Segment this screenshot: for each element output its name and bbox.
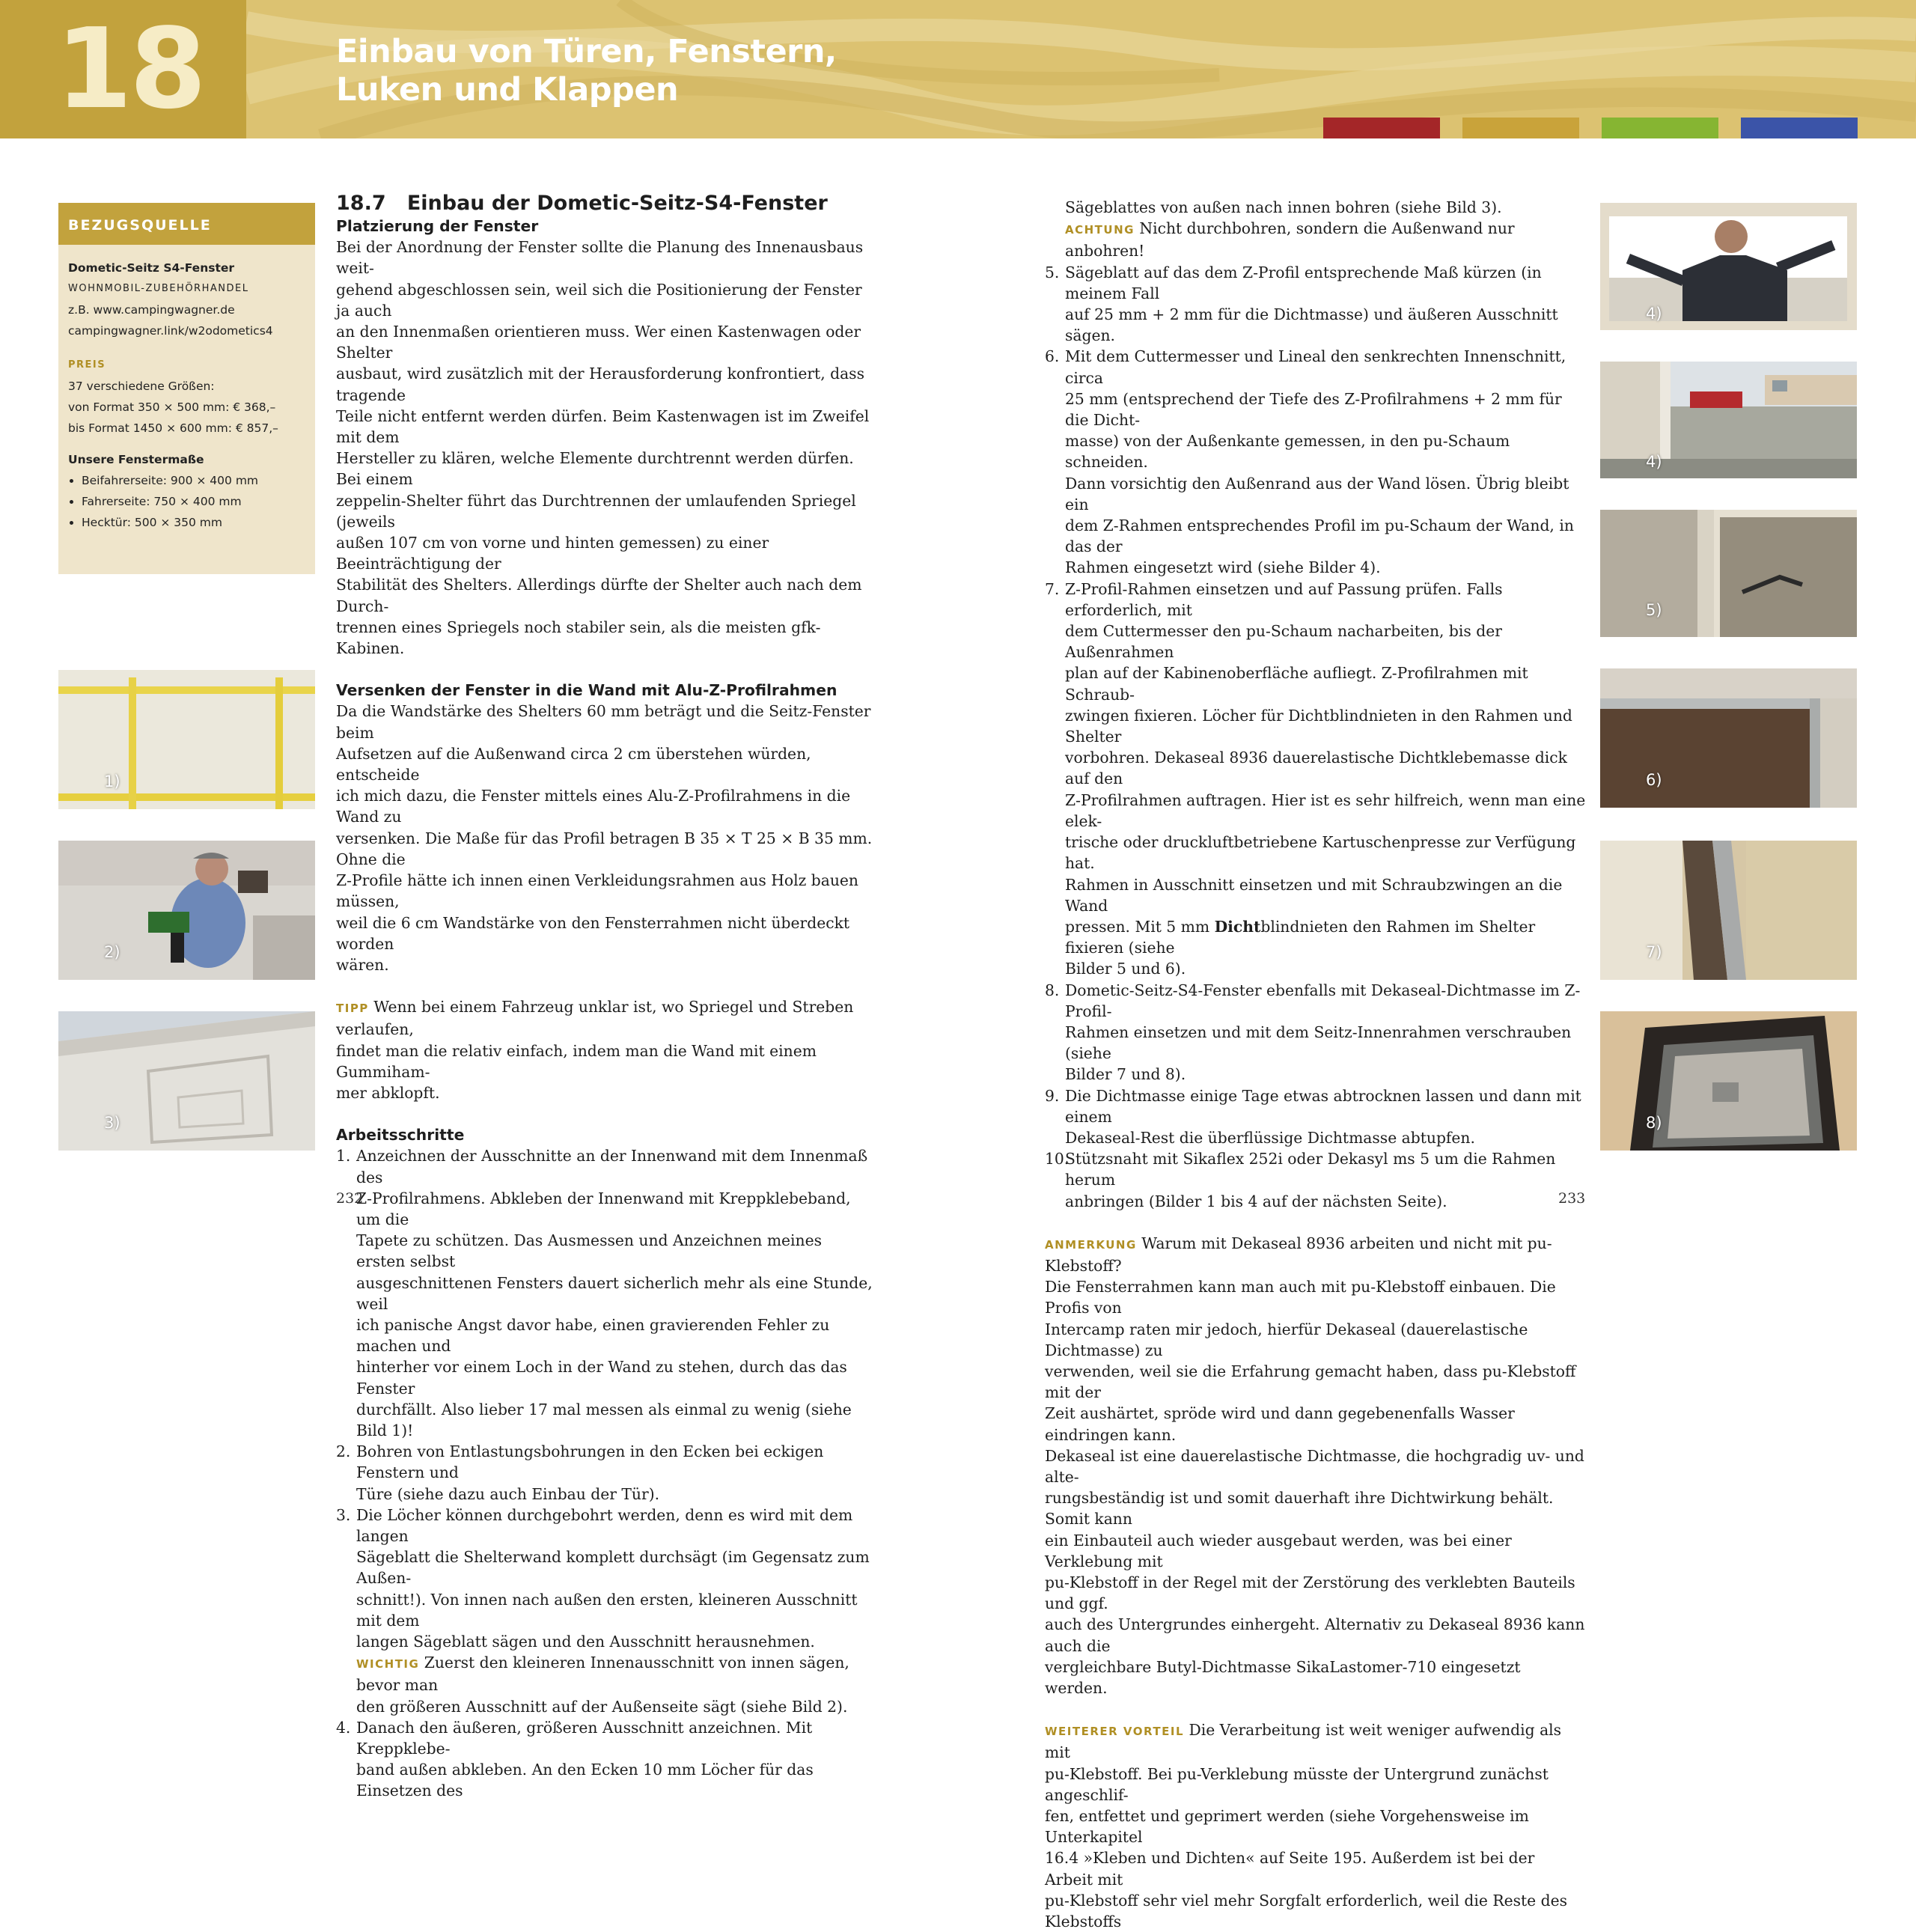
text-line: dem Z-Rahmen entsprechendes Profil im pu-Schaum der Wand, in das der bbox=[1065, 516, 1574, 556]
subheading: Arbeitsschritte bbox=[336, 1126, 465, 1145]
product-name: Dometic-Seitz S4-Fenster bbox=[68, 261, 235, 275]
step-number: 2. bbox=[336, 1442, 351, 1461]
text-line: Rahmen einsetzen und mit dem Seitz-Innenrahmen verschrauben (siehe bbox=[1065, 1023, 1572, 1063]
text-line: Die Dichtmasse einige Tage etwas abtrocknen lassen und dann mit einem bbox=[1065, 1086, 1581, 1126]
photo-outer-wall bbox=[58, 1011, 315, 1151]
subheading: Platzierung der Fenster bbox=[336, 217, 539, 235]
list-item: • Beifahrerseite: 900 × 400 mm bbox=[82, 470, 305, 491]
text-line: vergleichbare Butyl-Dichtmasse SikaLastomer-710 eingesetzt werden. bbox=[1045, 1657, 1521, 1698]
text-line bbox=[1065, 916, 1587, 958]
chapter-title bbox=[336, 33, 837, 109]
section-tab-red bbox=[1323, 118, 1440, 138]
photo-cutout-frame bbox=[1600, 362, 1857, 478]
step-item bbox=[336, 1441, 875, 1505]
text-line: Hersteller zu klären, welche Elemente durchtrennt werden dürfen. Bei einem bbox=[336, 449, 854, 489]
text-line: pu-Klebstoff sehr viel mehr Sorgfalt erforderlich, weil die Reste des Klebstoffs bbox=[1045, 1891, 1567, 1931]
warning-line bbox=[356, 1652, 875, 1695]
text-line: Sägeblattes von außen nach innen bohren (siehe Bild 3). bbox=[1065, 198, 1502, 216]
chapter-title-line: Luken und Klappen bbox=[336, 71, 679, 109]
section-tab-gold bbox=[1462, 118, 1579, 138]
text-line: Rahmen eingesetzt wird (siehe Bilder 4). bbox=[1065, 558, 1381, 577]
text-line: Z-Profil-Rahmen einsetzen und auf Passung prüfen. Falls erforderlich, mit bbox=[1065, 579, 1503, 619]
step-number: 4. bbox=[336, 1718, 351, 1737]
text-line: an den Innenmaßen orientieren muss. Wer einen Kastenwagen oder Shelter bbox=[336, 323, 861, 362]
photo-number: 2) bbox=[104, 943, 120, 961]
text-line: Bilder 5 und 6). bbox=[1065, 960, 1186, 978]
window-person-image bbox=[1600, 203, 1857, 330]
text-line: vorbohren. Dekaseal 8936 dauerelastische Dichtklebemasse dick auf den bbox=[1065, 749, 1567, 788]
text-line: rungsbeständig ist und somit dauerhaft ihre Dichtwirkung behält. Somit kann bbox=[1045, 1489, 1554, 1529]
text-line: Bei der Anordnung der Fenster sollte die Planung des Innenausbaus weit- bbox=[336, 238, 864, 278]
source-info-box bbox=[58, 203, 315, 574]
section-tab-blue bbox=[1741, 118, 1858, 138]
chapter-header-band bbox=[0, 0, 1916, 138]
text-line: pu-Klebstoff in der Regel mit der Zerstörung des verklebten Bauteils und ggf. bbox=[1045, 1573, 1575, 1613]
text-line: Teile nicht entfernt werden dürfen. Beim Kastenwagen ist im Zweifel mit dem bbox=[336, 406, 870, 447]
chapter-number: 18 bbox=[55, 4, 204, 133]
text-line: band außen abkleben. An den Ecken 10 mm Löcher für das Einsetzen des bbox=[356, 1761, 814, 1800]
price-line: bis Format 1450 × 600 mm: € 857,– bbox=[68, 421, 278, 435]
attention-label: ACHTUNG bbox=[1065, 223, 1135, 237]
text-line: Dometic-Seitz-S4-Fenster ebenfalls mit Dekaseal-Dichtmasse im Z-Profil- bbox=[1065, 981, 1581, 1020]
section-title: Einbau der Dometic-Seitz-S4-Fenster bbox=[406, 192, 828, 215]
text-line: 16.4 »Kleben und Dichten« auf Seite 195. Außerdem ist bei der Arbeit mit bbox=[1045, 1849, 1535, 1889]
photo-number: 7) bbox=[1646, 943, 1662, 961]
section-number: 18.7 bbox=[336, 192, 386, 215]
text-line: Stabilität des Shelters. Allerdings dürfte der Shelter auch nach dem Durch- bbox=[336, 576, 862, 615]
text-line: wären. bbox=[336, 955, 389, 974]
step-item bbox=[1045, 262, 1587, 347]
text-line: Türe (siehe dazu auch Einbau der Tür). bbox=[356, 1484, 660, 1503]
window-sizes-list bbox=[68, 470, 305, 533]
list-item: • Hecktür: 500 × 350 mm bbox=[82, 512, 305, 533]
step-number: 10. bbox=[1045, 1150, 1070, 1168]
text-line: Sägeblatt auf das dem Z-Profil entsprechende Maß kürzen (in meinem Fall bbox=[1065, 263, 1542, 302]
text-line: dem Cuttermesser den pu-Schaum nacharbeiten, bis der Außenrahmen bbox=[1065, 622, 1502, 662]
photo-number: 8) bbox=[1646, 1114, 1662, 1132]
frame-rivets-image bbox=[1600, 510, 1857, 637]
window-sizes-heading: Unsere Fenstermaße bbox=[68, 453, 204, 466]
photo-number: 1) bbox=[104, 773, 120, 790]
text-line: Nicht durchbohren, sondern die Außenwand nur anbohren! bbox=[1065, 219, 1515, 260]
photo-number: 6) bbox=[1646, 771, 1662, 789]
text-line: Wenn bei einem Fahrzeug unklar ist, wo Spriegel und Streben verlaufen, bbox=[336, 998, 854, 1039]
text-line: pu-Klebstoff. Bei pu-Verklebung müsste der Untergrund zunächst angeschlif- bbox=[1045, 1764, 1549, 1804]
step-item bbox=[336, 1505, 875, 1717]
photo-frame-rivets bbox=[1600, 510, 1857, 637]
subheading: Versenken der Fenster in die Wand mit Alu-Z-Profilrahmen bbox=[336, 681, 838, 700]
text-line: zeppelin-Shelter führt das Durchtrennen der umlaufenden Spriegel (jeweils bbox=[336, 491, 856, 531]
photo-number: 3) bbox=[104, 1114, 120, 1132]
text-line: Warum mit Dekaseal 8936 arbeiten und nicht mit pu-Klebstoff? bbox=[1045, 1234, 1552, 1275]
chapter-number-box bbox=[0, 0, 246, 138]
text-line: zwingen fixieren. Löcher für Dichtblindnieten in den Rahmen und Shelter bbox=[1065, 706, 1572, 746]
text-line: den größeren Ausschnitt auf der Außenseite sägt (siehe Bild 2). bbox=[356, 1697, 848, 1716]
price-label: PREIS bbox=[68, 359, 106, 371]
text-line: ausgeschnittenen Fensters dauert sicherlich mehr als eine Stunde, weil bbox=[356, 1273, 873, 1313]
text-line: ich panische Angst davor habe, einen gravierenden Fehler zu machen und bbox=[356, 1315, 830, 1356]
text-line: trennen eines Spriegels noch stabiler sein, als die meisten gfk-Kabinen. bbox=[336, 618, 821, 658]
text-line: weil die 6 cm Wandstärke von den Fensterrahmen nicht überdeckt worden bbox=[336, 913, 850, 953]
photo-window-person bbox=[1600, 203, 1857, 330]
text-line: hinterher vor einem Loch in der Wand zu stehen, durch das das Fenster bbox=[356, 1358, 847, 1398]
step-number: 1. bbox=[336, 1147, 351, 1165]
text-line: Mit dem Cuttermesser und Lineal den senkrechten Innenschnitt, circa bbox=[1065, 347, 1566, 387]
text-line: ich mich dazu, die Fenster mittels eines Alu-Z-Profilrahmens in die Wand zu bbox=[336, 787, 851, 826]
text-line: Die Fensterrahmen kann man auch mit pu-Klebstoff einbauen. Die Profis von bbox=[1045, 1278, 1556, 1317]
photo-number: 4) bbox=[1646, 305, 1662, 323]
photo-sealant bbox=[1600, 841, 1857, 980]
cutout-frame-image bbox=[1600, 362, 1857, 478]
text-line: Die Löcher können durchgebohrt werden, denn es wird mit dem langen bbox=[356, 1505, 853, 1545]
text-line: Intercamp raten mir jedoch, hierfür Dekaseal (dauerelastische Dichtmasse) zu bbox=[1045, 1320, 1528, 1359]
text-line: Stützsnaht mit Sikaflex 252i oder Dekasyl ms 5 um die Rahmen herum bbox=[1065, 1150, 1556, 1189]
text-line: durchfällt. Also lieber 17 mal messen als einmal zu wenig (siehe Bild 1)! bbox=[356, 1400, 852, 1439]
step-item bbox=[1045, 1148, 1587, 1212]
text-line: fen, entfettet und geprimert werden (siehe Vorgehensweise im Unterkapitel bbox=[1045, 1807, 1529, 1847]
step-number: 8. bbox=[1045, 981, 1060, 999]
photo-z-profile bbox=[1600, 668, 1857, 808]
tip-line bbox=[336, 996, 875, 1040]
text-line: mer abklopft. bbox=[336, 1083, 440, 1102]
text-line: Die Verarbeitung ist weit weniger aufwendig als mit bbox=[1045, 1721, 1562, 1762]
text-line: Anzeichnen der Ausschnitte an der Innenwand mit dem Innenmaß des bbox=[356, 1147, 868, 1186]
z-profile-image bbox=[1600, 668, 1857, 808]
advantage-line bbox=[1045, 1719, 1587, 1763]
text-fragment: pressen. Mit 5 mm bbox=[1065, 917, 1215, 936]
photo-drilling bbox=[58, 841, 315, 980]
text-line: Z-Profile hätte ich innen einen Verkleidungsrahmen aus Holz bauen müssen, bbox=[336, 871, 858, 911]
warning-label: WICHTIG bbox=[356, 1657, 420, 1672]
finished-window-image bbox=[1600, 1011, 1857, 1151]
text-line: Dekaseal ist eine dauerelastische Dichtmasse, die hochgradig uv- und alte- bbox=[1045, 1446, 1584, 1486]
step-item bbox=[336, 1717, 875, 1802]
text-line: Z-Profilrahmen auftragen. Hier ist es sehr hilfreich, wenn man eine elek- bbox=[1065, 790, 1586, 830]
text-line: Sägeblatt die Shelterwand komplett durchsägt (im Gegensatz zum Außen- bbox=[356, 1548, 870, 1588]
photo-number: 5) bbox=[1646, 601, 1662, 619]
text-line: Zuerst den kleineren Innenausschnitt von innen sägen, bevor man bbox=[356, 1654, 849, 1695]
taped-wall-image bbox=[58, 670, 315, 809]
text-line: trische oder druckluftbetriebene Kartuschenpresse zur Verfügung hat. bbox=[1065, 833, 1576, 873]
text-line: versenken. Die Maße für das Profil betragen B 35 × T 25 × B 35 mm. Ohne die bbox=[336, 829, 873, 868]
text-line: Danach den äußeren, größeren Ausschnitt anzeichnen. Mit Kreppklebe- bbox=[356, 1718, 813, 1758]
dealer-link[interactable]: campingwagner.link/w2odometics4 bbox=[68, 324, 273, 338]
text-fragment: blindnieten den Rahmen im Shelter fixieren (siehe bbox=[1065, 917, 1536, 957]
step-number: 5. bbox=[1045, 263, 1060, 281]
note-label: ANMERKUNG bbox=[1045, 1237, 1137, 1252]
text-line: Bohren von Entlastungsbohrungen in den Ecken bei eckigen Fenstern und bbox=[356, 1442, 824, 1482]
step-item bbox=[1045, 346, 1587, 578]
page-number: 233 bbox=[1558, 1190, 1586, 1207]
step-number: 6. bbox=[1045, 347, 1060, 366]
text-line: Dann vorsichtig den Außenrand aus der Wand lösen. Übrig bleibt ein bbox=[1065, 474, 1569, 514]
photo-number: 4) bbox=[1646, 453, 1662, 471]
step-item bbox=[1045, 1085, 1587, 1149]
text-line: ausbaut, wird zusätzlich mit der Herausforderung konfrontiert, dass tragende bbox=[336, 365, 864, 404]
step-number: 9. bbox=[1045, 1086, 1060, 1105]
text-line: anbringen (Bilder 1 bis 4 auf der nächsten Seite). bbox=[1065, 1192, 1447, 1210]
text-line: gehend abgeschlossen sein, weil sich die Positionierung der Fenster ja auch bbox=[336, 280, 862, 320]
right-page-text bbox=[1045, 197, 1587, 1932]
page-number: 232 bbox=[336, 1190, 364, 1207]
text-line: Aufsetzen auf die Außenwand circa 2 cm überstehen würden, entscheide bbox=[336, 744, 811, 784]
text-line: schnitt!). Von innen nach außen den ersten, kleineren Ausschnitt mit dem bbox=[356, 1590, 858, 1630]
list-item: • Fahrerseite: 750 × 400 mm bbox=[82, 491, 305, 512]
text-line: auch des Untergrundes einhergeht. Alternativ zu Dekaseal 8936 kann auch die bbox=[1045, 1615, 1585, 1655]
step-item bbox=[336, 1145, 875, 1441]
step-number: 3. bbox=[336, 1505, 351, 1524]
section-heading bbox=[336, 192, 875, 216]
text-line: findet man die relativ einfach, indem man die Wand mit einem Gummiham- bbox=[336, 1041, 817, 1081]
step-continuation bbox=[1045, 197, 1587, 262]
text-line: masse) von der Außenkante gemessen, in den pu-Schaum schneiden. bbox=[1065, 432, 1510, 472]
text-line: plan auf der Kabinenoberfläche aufliegt. Z-Profilrahmen mit Schraub- bbox=[1065, 664, 1528, 704]
text-line: auf 25 mm + 2 mm für die Dichtmasse) und äußeren Ausschnitt sägen. bbox=[1065, 305, 1558, 345]
drilling-image bbox=[58, 841, 315, 980]
text-line: verwenden, weil sie die Erfahrung gemacht haben, dass pu-Klebstoff mit der bbox=[1045, 1362, 1576, 1402]
price-line: 37 verschiedene Größen: bbox=[68, 380, 215, 393]
advantage-label: WEITERER VORTEIL bbox=[1045, 1725, 1185, 1739]
source-box-heading: BEZUGSQUELLE bbox=[58, 203, 315, 245]
section-tab-green bbox=[1602, 118, 1718, 138]
text-line: langen Sägeblatt sägen und den Ausschnitt herausnehmen. bbox=[356, 1633, 815, 1651]
text-line: Dekaseal-Rest die überflüssige Dichtmasse abtupfen. bbox=[1065, 1128, 1475, 1147]
text-line: außen 107 cm von vorne und hinten gemessen) zu einer Beeinträchtigung der bbox=[336, 534, 769, 573]
chapter-title-line: Einbau von Türen, Fenstern, bbox=[336, 33, 837, 70]
text-line: Bilder 7 und 8). bbox=[1065, 1065, 1186, 1084]
sealant-image bbox=[1600, 841, 1857, 980]
step-item bbox=[1045, 980, 1587, 1085]
text-line: Z-Profilrahmens. Abkleben der Innenwand mit Kreppklebeband, um die bbox=[356, 1189, 851, 1228]
tip-label: TIPP bbox=[336, 1002, 369, 1016]
text-line: Zeit aushärtet, spröde wird und dann gegebenenfalls Wasser eindringen kann. bbox=[1045, 1404, 1515, 1444]
text-line: ein Einbauteil auch wieder ausgebaut werden, was bei einer Verklebung mit bbox=[1045, 1531, 1512, 1570]
attention-line bbox=[1065, 218, 1587, 261]
left-page-text bbox=[336, 192, 875, 1802]
text-line: Da die Wandstärke des Shelters 60 mm beträgt und die Seitz-Fenster beim bbox=[336, 702, 871, 742]
photo-taped-wall bbox=[58, 670, 315, 809]
bold-fragment: Dicht bbox=[1214, 917, 1261, 936]
text-line: 25 mm (entsprechend der Tiefe des Z-Profilrahmens + 2 mm für die Dicht- bbox=[1065, 389, 1562, 430]
text-line: Tapete zu schützen. Das Ausmessen und Anzeichnen meines ersten selbst bbox=[356, 1231, 823, 1271]
photo-finished-window bbox=[1600, 1011, 1857, 1151]
note-line bbox=[1045, 1233, 1587, 1276]
dealer-link[interactable]: z.B. www.campingwagner.de bbox=[68, 303, 235, 317]
text-line: Rahmen in Ausschnitt einsetzen und mit Schraubzwingen an die Wand bbox=[1065, 875, 1563, 915]
outer-wall-image bbox=[58, 1011, 315, 1151]
step-number: 7. bbox=[1045, 579, 1060, 598]
price-line: von Format 350 × 500 mm: € 368,– bbox=[68, 400, 276, 414]
dealer-type: WOHNMOBIL-ZUBEHÖRHANDEL bbox=[68, 283, 249, 294]
step-item bbox=[1045, 579, 1587, 980]
